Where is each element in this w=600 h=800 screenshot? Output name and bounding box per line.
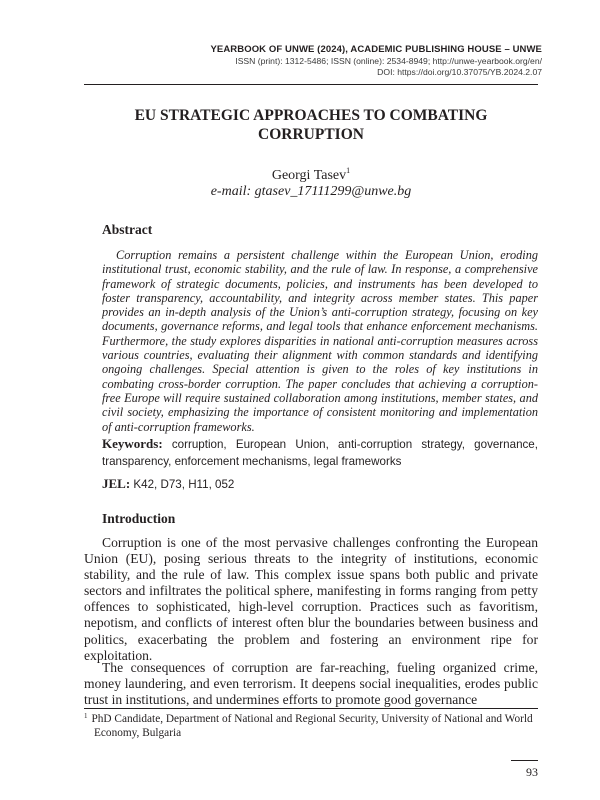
issn-line: ISSN (print): 1312-5486; ISSN (online): 2534-8949; http://unwe-yearbook.org/en/ (235, 55, 542, 66)
header-rule (84, 84, 538, 85)
footnote-mark: 1 (84, 712, 88, 720)
journal-name: YEARBOOK OF UNWE (2024), ACADEMIC PUBLISHING HOUSE – UNWE (210, 44, 542, 55)
title-line-2: CORRUPTION (258, 126, 364, 143)
introduction-heading: Introduction (102, 511, 176, 526)
author-footnote-mark: 1 (346, 166, 351, 175)
jel-label: JEL: (102, 476, 131, 491)
author-name (84, 167, 538, 184)
page-number-rule (511, 760, 538, 761)
footnote (84, 712, 548, 740)
page-number: 93 (526, 765, 538, 779)
jel-codes (102, 476, 234, 492)
keywords (102, 435, 538, 470)
footnote-text: PhD Candidate, Department of National and Regional Security, University of National and World Economy, Bulgaria (91, 713, 533, 739)
keywords-text: corruption, European Union, anti-corruption strategy, governance, transparency, enforcement mechanisms, legal frameworks (102, 438, 538, 468)
article-title (84, 106, 538, 144)
intro-paragraph-1: Corruption is one of the most pervasive challenges confronting the European Union (EU), posing serious threats to the integrity of institutions, economic stability, and the rule of law. This complex issue spans both public and private sectors and infiltrates the political sphere, manifesting in forms ranging from petty offences to sophisticated, high-level corruption. Practices such as favoritism, nepotism, and conflicts of interest often blur the boundaries between business and politics, exacerbating the problem and fostering an environment ripe for exploitation. (84, 535, 538, 663)
abstract-heading: Abstract (102, 222, 153, 237)
keywords-label: Keywords: (102, 436, 163, 451)
intro-paragraph-2: The consequences of corruption are far-reaching, fueling organized crime, money laundering, and even terrorism. It deepens social inequalities, erodes public trust in institutions, and undermines efforts to promote good governance (84, 660, 538, 708)
running-header (210, 44, 542, 79)
jel-text: K42, D73, H11, 052 (133, 478, 235, 491)
abstract-text: Corruption remains a persistent challenge within the European Union, eroding institutional trust, economic stability, and the rule of law. In response, a comprehensive framework of strategic documents, policies, and instruments has been developed to foster transparency, accountability, and integrity across member states. This paper provides an in-depth analysis of the Union’s anti-corruption strategy, focusing on key documents, governance reforms, and legal tools that enhance enforcement mechanisms. Furthermore, the study explores disparities in national anti-corruption measures across various countries, evaluating their alignment with common standards and identifying ongoing challenges. Special attention is given to the roles of key institutions in combating cross-border corruption. The paper concludes that achieving a corruption-free Europe will require sustained collaboration among institutions, member states, and civil society, emphasizing the importance of consistent monitoring and implementation of anti-corruption frameworks. (102, 248, 538, 434)
title-line-1: EU STRATEGIC APPROACHES TO COMBATING (134, 107, 488, 124)
author-email: e-mail: gtasev_17111299@unwe.bg (210, 184, 412, 199)
doi-line: DOI: https://doi.org/10.37075/YB.2024.2.07 (377, 67, 542, 77)
author-name-text: Georgi Tasev (271, 168, 347, 183)
footnote-rule (84, 708, 538, 709)
